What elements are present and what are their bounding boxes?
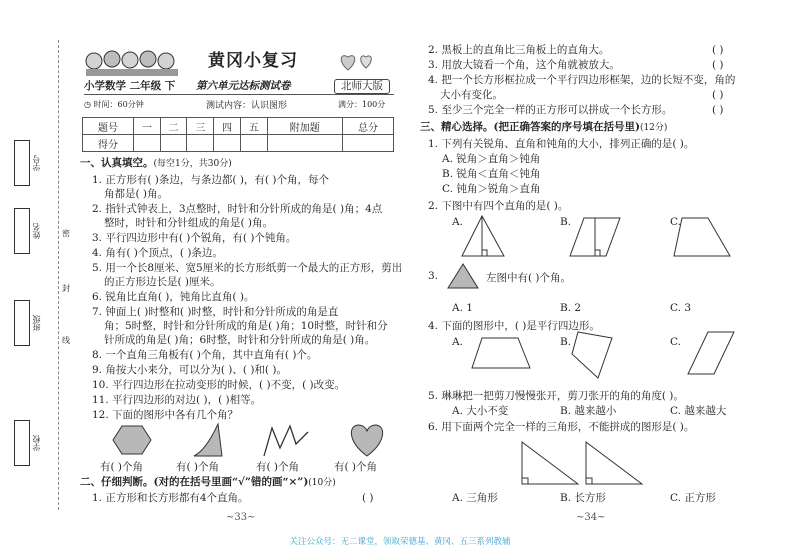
score-row-label: 得分 bbox=[83, 135, 134, 152]
choice-q3-tail: 左图中有( )个角。 bbox=[486, 272, 572, 284]
score-cell[interactable] bbox=[160, 135, 187, 152]
cut-char: 封 bbox=[62, 284, 70, 293]
choice-option: A. 锐角＞直角＞钝角 bbox=[442, 153, 541, 165]
choice-q2-stem: 2. 下图中有四个直角的是( )。 bbox=[428, 200, 569, 212]
section3-note: (12分) bbox=[639, 123, 668, 133]
option-label: B. bbox=[560, 336, 572, 348]
choice-option: C. 正方形 bbox=[670, 492, 716, 504]
judge-answer-paren[interactable]: ( ) bbox=[712, 89, 724, 101]
score-header-cell: 二 bbox=[160, 118, 187, 135]
kids-icon bbox=[84, 47, 180, 77]
score-header-row bbox=[83, 118, 394, 135]
section1-note: (每空1分，共30分) bbox=[153, 159, 232, 169]
section2-heading bbox=[80, 476, 336, 490]
judge-question: 5. 至少三个完全一样的正方形可以拼成一个长方形。 bbox=[428, 104, 673, 116]
score-cell[interactable] bbox=[134, 135, 161, 152]
fill-question: 12. 下面的图形中各有几个角？ bbox=[92, 409, 239, 421]
score-table bbox=[82, 117, 394, 152]
judge-question: 大小有变化。 bbox=[440, 89, 503, 101]
triangle-with-height-shape bbox=[460, 214, 506, 258]
cartoon-kids-logo bbox=[84, 47, 180, 77]
fill-question: 5. 用一个长8厘米、宽5厘米的长方形纸剪一个最大的正方形，剪出 bbox=[92, 262, 403, 274]
irregular-quad-shape bbox=[570, 330, 614, 380]
choice-q3-stem: 3. bbox=[428, 270, 439, 282]
right-trapezoid-shape bbox=[672, 216, 734, 258]
school-label: 学校 bbox=[32, 435, 41, 451]
edition-badge: 北师大版 bbox=[334, 79, 390, 94]
parallelogram-shape bbox=[686, 330, 736, 376]
score-header-cell: 题号 bbox=[83, 118, 134, 135]
option-label: A. bbox=[452, 216, 463, 228]
fill-question: 8. 一个直角三角板有( )个角，其中直角有( )个。 bbox=[92, 349, 318, 361]
section3-heading bbox=[420, 121, 667, 135]
fill-question: 2. 指针式钟表上，3点整时，时针和分针所成的角是( )角；4点 bbox=[92, 203, 383, 215]
fill-question: 3. 平行四边形中有( )个锐角，有( )个钝角。 bbox=[92, 232, 297, 244]
section1-title: 一、认真填空。 bbox=[80, 157, 154, 169]
student-id-box[interactable] bbox=[14, 140, 30, 186]
fill-question: 1. 正方形有( )条边，与条边都( )，有( )个角，每个 bbox=[92, 174, 329, 186]
section1-heading bbox=[80, 157, 232, 171]
fill-question: 角都是( )角。 bbox=[104, 188, 169, 200]
zigzag-shape bbox=[262, 422, 312, 458]
school-box[interactable] bbox=[14, 420, 30, 466]
brand-title: 黄冈小复习 bbox=[208, 51, 298, 71]
score-cell[interactable] bbox=[214, 135, 241, 152]
fill-question: 针所成的角是( )角；6时整，时针和分针所成的角是( )角。 bbox=[104, 334, 376, 346]
score-cell[interactable] bbox=[187, 135, 214, 152]
line-char: 线 bbox=[62, 336, 70, 345]
judge-question: 2. 黑板上的直角比三角板上的直角大。 bbox=[428, 44, 610, 56]
choice-option: B. 长方形 bbox=[560, 492, 606, 504]
fill-question: 角；5时整，时针和分针所成的角是( )角；10时整，时针和分 bbox=[104, 320, 388, 332]
page-number-left: ~33~ bbox=[226, 512, 256, 523]
subject-label: 小学数学 二年级 下 bbox=[84, 80, 176, 92]
class-box[interactable] bbox=[14, 300, 30, 346]
name-box[interactable] bbox=[14, 208, 30, 254]
q12-answer: 有( )个角 bbox=[176, 461, 220, 473]
choice-option: C. 越来越大 bbox=[670, 405, 727, 417]
choice-q4-stem: 4. 下面的图形中，( )是平行四边形。 bbox=[428, 320, 600, 332]
fill-question: 的正方形边长是( )厘米。 bbox=[104, 276, 221, 288]
heart-shape bbox=[346, 422, 388, 458]
full-score: 满分：100分 bbox=[338, 100, 386, 109]
fill-question: 整时，时针和分针组成的角是( )角。 bbox=[104, 217, 274, 229]
heart-icon bbox=[338, 50, 378, 72]
choice-q5-stem: 5. 琳琳把一把剪刀慢慢张开，剪刀张开的角的角度( )。 bbox=[428, 390, 684, 402]
clock-icon: ◷ bbox=[84, 100, 91, 109]
parallelogram-with-height-shape bbox=[568, 216, 622, 258]
page-number-right: ~34~ bbox=[576, 512, 606, 523]
score-cell[interactable] bbox=[342, 135, 393, 152]
judge-question: 4. 把一个长方形框拉成一个平行四边形框架，边的长短不变，角的 bbox=[428, 74, 736, 86]
section2-note: (10分) bbox=[308, 478, 336, 488]
decor-hearts bbox=[338, 50, 378, 76]
q12-answer: 有( )个角 bbox=[100, 461, 144, 473]
score-cell[interactable] bbox=[240, 135, 267, 152]
judge-question: 1. 正方形和长方形都有4个直角。 bbox=[92, 492, 249, 504]
judge-answer-paren[interactable]: ( ) bbox=[712, 59, 724, 71]
choice-q6-stem: 6. 用下面两个完全一样的三角形，不能拼成的图形是( )。 bbox=[428, 421, 695, 433]
fill-question: 11. 平行四边形的对边( )，( )相等。 bbox=[92, 394, 262, 406]
fill-question: 7. 钟面上( )时整和( )时整，时针和分针所成的角是直 bbox=[92, 306, 339, 318]
choice-option: A. 大小不变 bbox=[452, 405, 509, 417]
section3-title: 三、精心选择。(把正确答案的序号填在括号里) bbox=[420, 121, 640, 133]
option-label: C. bbox=[670, 336, 681, 348]
unit-title: 第六单元达标测试卷 bbox=[196, 80, 291, 92]
time-limit: 时间：60分钟 bbox=[93, 100, 144, 109]
section2-title: 二、仔细判断。(对的在括号里画“√”错的画“×”) bbox=[80, 476, 309, 488]
score-header-cell: 一 bbox=[134, 118, 161, 135]
footer-promo: 关注公众号：无二课堂，领取荣德基、黄冈、五三系列教辅 bbox=[289, 537, 511, 547]
score-header-cell: 五 bbox=[240, 118, 267, 135]
score-header-cell: 四 bbox=[214, 118, 241, 135]
judge-answer-paren[interactable]: ( ) bbox=[712, 44, 724, 56]
choice-q1-stem: 1. 下列有关锐角、直角和钝角的大小，排列正确的是( )。 bbox=[428, 138, 695, 150]
q12-answer: 有( )个角 bbox=[334, 461, 378, 473]
option-label: C. bbox=[670, 216, 681, 228]
class-label: 班级 bbox=[32, 315, 41, 331]
choice-option: B. 2 bbox=[560, 302, 582, 314]
test-content: 测试内容：认识图形 bbox=[206, 101, 288, 111]
clock-time bbox=[84, 99, 144, 110]
fill-question: 10. 平行四边形在拉动变形的时候，( )不变，( )改变。 bbox=[92, 379, 346, 391]
choice-option: C. 3 bbox=[670, 302, 692, 314]
score-header-cell: 总分 bbox=[342, 118, 393, 135]
option-label: B. bbox=[560, 216, 572, 228]
seal-char: 密 bbox=[62, 229, 70, 238]
fill-question: 4. 角有( )个顶点，( )条边。 bbox=[92, 247, 223, 259]
name-label: 姓名 bbox=[32, 223, 41, 239]
page-number-left-value: 33 bbox=[234, 512, 248, 523]
student-id-label: 学号 bbox=[32, 155, 41, 171]
hexagon-shape bbox=[112, 424, 152, 456]
choice-option: B. 锐角＜直角＜钝角 bbox=[442, 168, 541, 180]
page-number-right-value: 34 bbox=[584, 512, 598, 523]
small-triangle-shape bbox=[446, 262, 480, 290]
binding-dashed-line bbox=[58, 40, 59, 510]
option-label: A. bbox=[452, 336, 463, 348]
fill-question: 6. 锐角比直角( )，钝角比直角( )。 bbox=[92, 291, 255, 303]
score-header-cell: 三 bbox=[187, 118, 214, 135]
choice-option: C. 钝角＞锐角＞直角 bbox=[442, 183, 541, 195]
judge-answer-paren[interactable]: ( ) bbox=[362, 492, 374, 504]
choice-option: A. 三角形 bbox=[452, 492, 498, 504]
triangle-curve-shape bbox=[192, 422, 224, 458]
score-header-cell: 附加题 bbox=[267, 118, 342, 135]
header-divider bbox=[84, 94, 394, 95]
q12-answer: 有( )个角 bbox=[256, 461, 300, 473]
choice-option: A. 1 bbox=[452, 302, 473, 314]
two-right-triangles-shape bbox=[520, 440, 644, 486]
judge-question: 3. 用放大镜看一个角，这个角就被放大。 bbox=[428, 59, 620, 71]
judge-answer-paren[interactable]: ( ) bbox=[712, 104, 724, 116]
score-row bbox=[83, 135, 394, 152]
fill-question: 9. 角按大小来分，可以分为( )、( )和( )。 bbox=[92, 364, 287, 376]
choice-option: B. 越来越小 bbox=[560, 405, 617, 417]
trapezoid-shape bbox=[470, 336, 532, 370]
score-cell[interactable] bbox=[267, 135, 342, 152]
